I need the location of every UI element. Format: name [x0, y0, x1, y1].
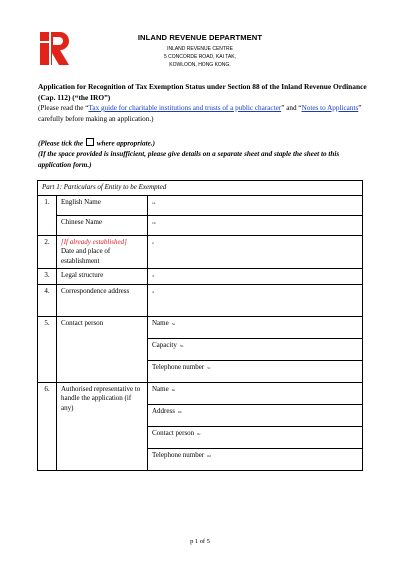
field-code: 4	[152, 289, 154, 294]
row-number: 2.	[38, 235, 57, 269]
department-name: INLAND REVENUE DEPARTMENT	[137, 33, 263, 42]
intro-prefix: (Please read the “	[38, 104, 89, 112]
authorised-representative-label: Authorised representative to handle the application (if any)	[57, 382, 148, 470]
row-number: 3.	[38, 269, 57, 285]
contact-telephone-field[interactable]: Telephone number 5c	[148, 360, 363, 382]
establishment-text: Date and place of establishment	[61, 247, 111, 265]
checkbox-icon	[86, 138, 94, 146]
tick-instruction-pre: (Please tick the	[38, 139, 84, 148]
intro-paragraph	[38, 103, 368, 124]
field-code: 6c	[197, 431, 201, 436]
field-code: 6a	[171, 387, 176, 392]
intro-suffix: ” carefully before making an application.)	[38, 104, 362, 123]
field-code: 2	[152, 240, 154, 245]
tax-guide-link[interactable]: Tax guide for charitable institutions and trusts of a public character	[88, 104, 282, 112]
field-code: 6d	[207, 453, 211, 458]
contact-person-label: Contact person	[57, 316, 148, 382]
address-line-1: INLAND REVENUE CENTRE	[167, 46, 233, 52]
field-code: 5b	[179, 343, 184, 348]
part1-table	[37, 180, 363, 471]
establishment-field[interactable]	[148, 235, 363, 269]
instructions	[38, 138, 368, 170]
form-title: Application for Recognition of Tax Exemption Status under Section 88 of the Inland Revenue Ordinance (Cap. 112) (“the IRO”)	[38, 82, 367, 102]
representative-address-field[interactable]: Address 6b	[148, 404, 363, 426]
contact-name-field[interactable]: Name 5a	[148, 316, 363, 338]
space-instruction: (If the space provided is insufficient, please give details on a separate sheet and staple the sheet to this application form.)	[38, 150, 340, 169]
establishment-label	[57, 235, 148, 269]
english-name-label: English Name	[57, 195, 148, 215]
legal-structure-label: Legal structure	[57, 269, 148, 285]
address-line-2: 5 CONCORDE ROAD, KAI TAK,	[163, 54, 237, 60]
representative-telephone-field[interactable]: Telephone number 6d	[148, 448, 363, 470]
address-line-3: KOWLOON, HONG KONG.	[169, 62, 231, 68]
page-number: p 1 of 5	[190, 538, 210, 545]
chinese-name-field[interactable]	[148, 215, 363, 235]
field-code: 3	[152, 274, 154, 278]
field-code: 1a	[152, 200, 156, 205]
row-number: 1.	[38, 195, 57, 235]
row-number: 4.	[38, 284, 57, 316]
correspondence-address-field[interactable]	[148, 284, 363, 316]
row-number: 6.	[38, 382, 57, 470]
field-code: 5c	[207, 365, 211, 370]
row-number: 5.	[38, 316, 57, 382]
representative-contact-field[interactable]: Contact person 6c	[148, 426, 363, 448]
english-name-field[interactable]	[148, 195, 363, 215]
tick-instruction-post: where appropriate.)	[96, 139, 155, 148]
intro-middle: ” and “	[281, 104, 302, 112]
notes-to-applicants-link[interactable]: Notes to Applicants	[301, 104, 359, 112]
correspondence-address-label: Correspondence address	[57, 284, 148, 316]
representative-name-field[interactable]: Name 6a	[148, 382, 363, 404]
field-code: 5a	[171, 321, 176, 326]
part1-heading: Part 1: Particulars of Entity to be Exempted	[38, 181, 363, 196]
established-note: [If already established]	[61, 237, 127, 246]
contact-capacity-field[interactable]: Capacity 5b	[148, 338, 363, 360]
field-code: 1b	[152, 220, 156, 225]
chinese-name-label: Chinese Name	[57, 215, 148, 235]
field-code: 6b	[177, 409, 182, 414]
legal-structure-field[interactable]	[148, 269, 363, 285]
